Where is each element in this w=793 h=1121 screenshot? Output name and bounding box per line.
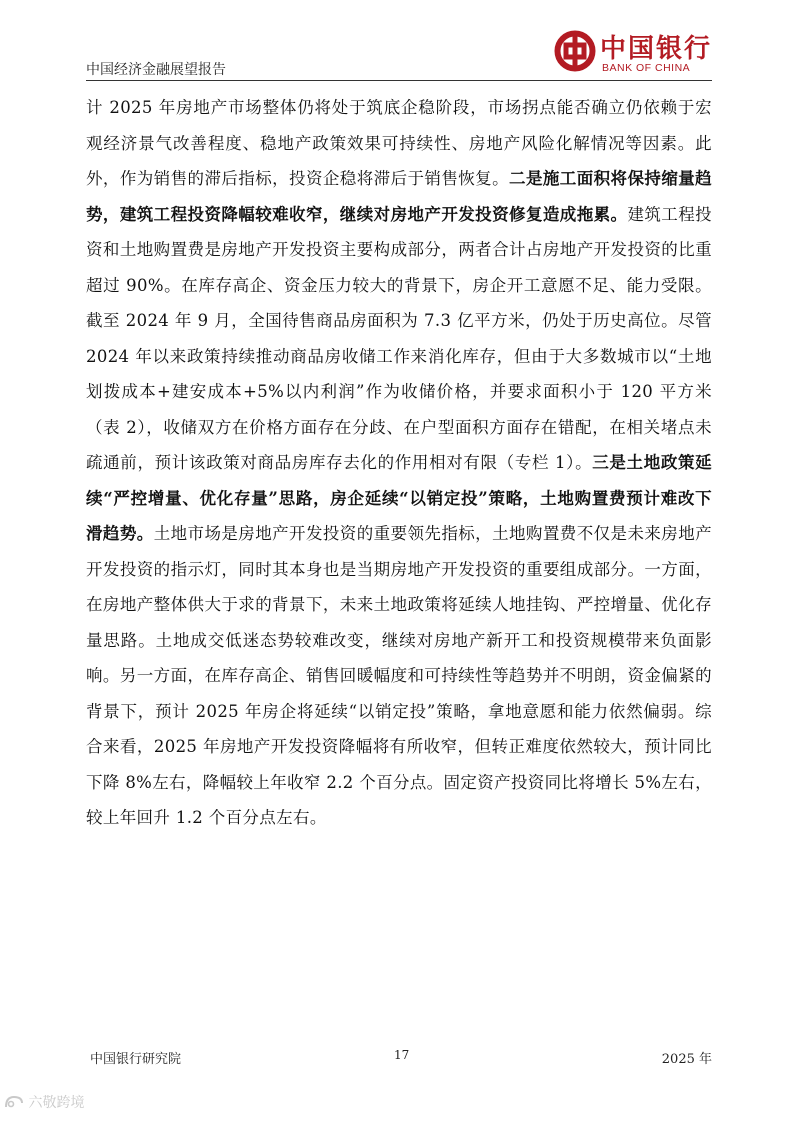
watermark-text: 六敬跨境 — [28, 1095, 85, 1111]
bank-logo — [554, 26, 712, 76]
page-header — [86, 22, 712, 81]
watermark-logo-icon — [4, 1094, 24, 1110]
bold-heading-construction: 二是施工面积将保持缩量趋势，建筑工程投资降幅较难收窄，继续对房地产开发投资修复造成拖累。 — [86, 169, 713, 224]
page-number: 17 — [394, 1048, 410, 1062]
bank-of-china-emblem-icon — [554, 30, 596, 72]
body-text — [86, 90, 712, 836]
bold-heading-land-policy: 三是土地政策延续“严控增量、优化存量”思路，房企延续“以销定投”策略，土地购置费预计难改下滑趋势。 — [86, 453, 713, 543]
logo-text-en: BANK OF CHINA — [602, 62, 691, 74]
paragraph-text: 土地市场是房地产开发投资的重要领先指标，土地购置费不仅是未来房地产开发投资的指示灯，同时其本身也是当期房地产开发投资的重要组成部分。一方面，在房地产整体供大于求的背景下，未来土地政策将延续人地挂钩、严控增量、优化存量思路。土地成交低迷态势较难改变，继续对房地产新开工和投资规模带来负面影响。另一方面，在库存高企、销售回暖幅度和可持续性等趋势并不明朗，资金偏紧的背景下，预计 2025 年房企将延续“以销定投”策略，拿地意愿和能力依然偏弱。综合来看，2025 年房地产开发投资降幅将有所收窄，但转正难度依然较大，预计同比下降 8%左右，降幅较上年收窄 2.2 个百分点。固定资产投资同比将增长 5%左右，较上年回升 1.2 个百分点左右。 — [86, 524, 712, 827]
report-title: 中国经济金融展望报告 — [86, 62, 226, 78]
footer-org: 中国银行研究院 — [90, 1052, 182, 1067]
logo-text-cn: 中国银行 — [600, 34, 713, 64]
paragraph-text: 计 2025 年房地产市场整体仍将处于筑底企稳阶段，市场拐点能否确立仍依赖于宏观经济景气改善程度、稳地产政策效果可持续性、房地产风险化解情况等因素。此外，作为销售的滞后指标，投资企稳将滞后于销售恢复。 — [86, 98, 712, 188]
page-footer — [86, 1048, 712, 1068]
watermark — [4, 1092, 84, 1112]
paragraph-text: 建筑工程投资和土地购置费是房地产开发投资主要构成部分，两者合计占房地产开发投资的比重超过 90%。在库存高企、资金压力较大的背景下，房企开工意愿不足、能力受限。截至 2024 年 9 月，全国待售商品房面积为 7.3 亿平方米，仍处于历史高位。尽管 2024 年以来政策持续推动商品房收储工作来消化库存，但由于大多数城市以“土地划拨成本+建安成本+5%以内利润”作为收储价格，并要求面积小于 120 平方米（表 2），收储双方在价格方面存在分歧、在户型面积方面存在错配，在相关堵点未疏通前，预计该政策对商品房库存去化的作用相对有限（专栏 1）。 — [86, 204, 713, 472]
footer-year: 2025 年 — [661, 1052, 712, 1067]
